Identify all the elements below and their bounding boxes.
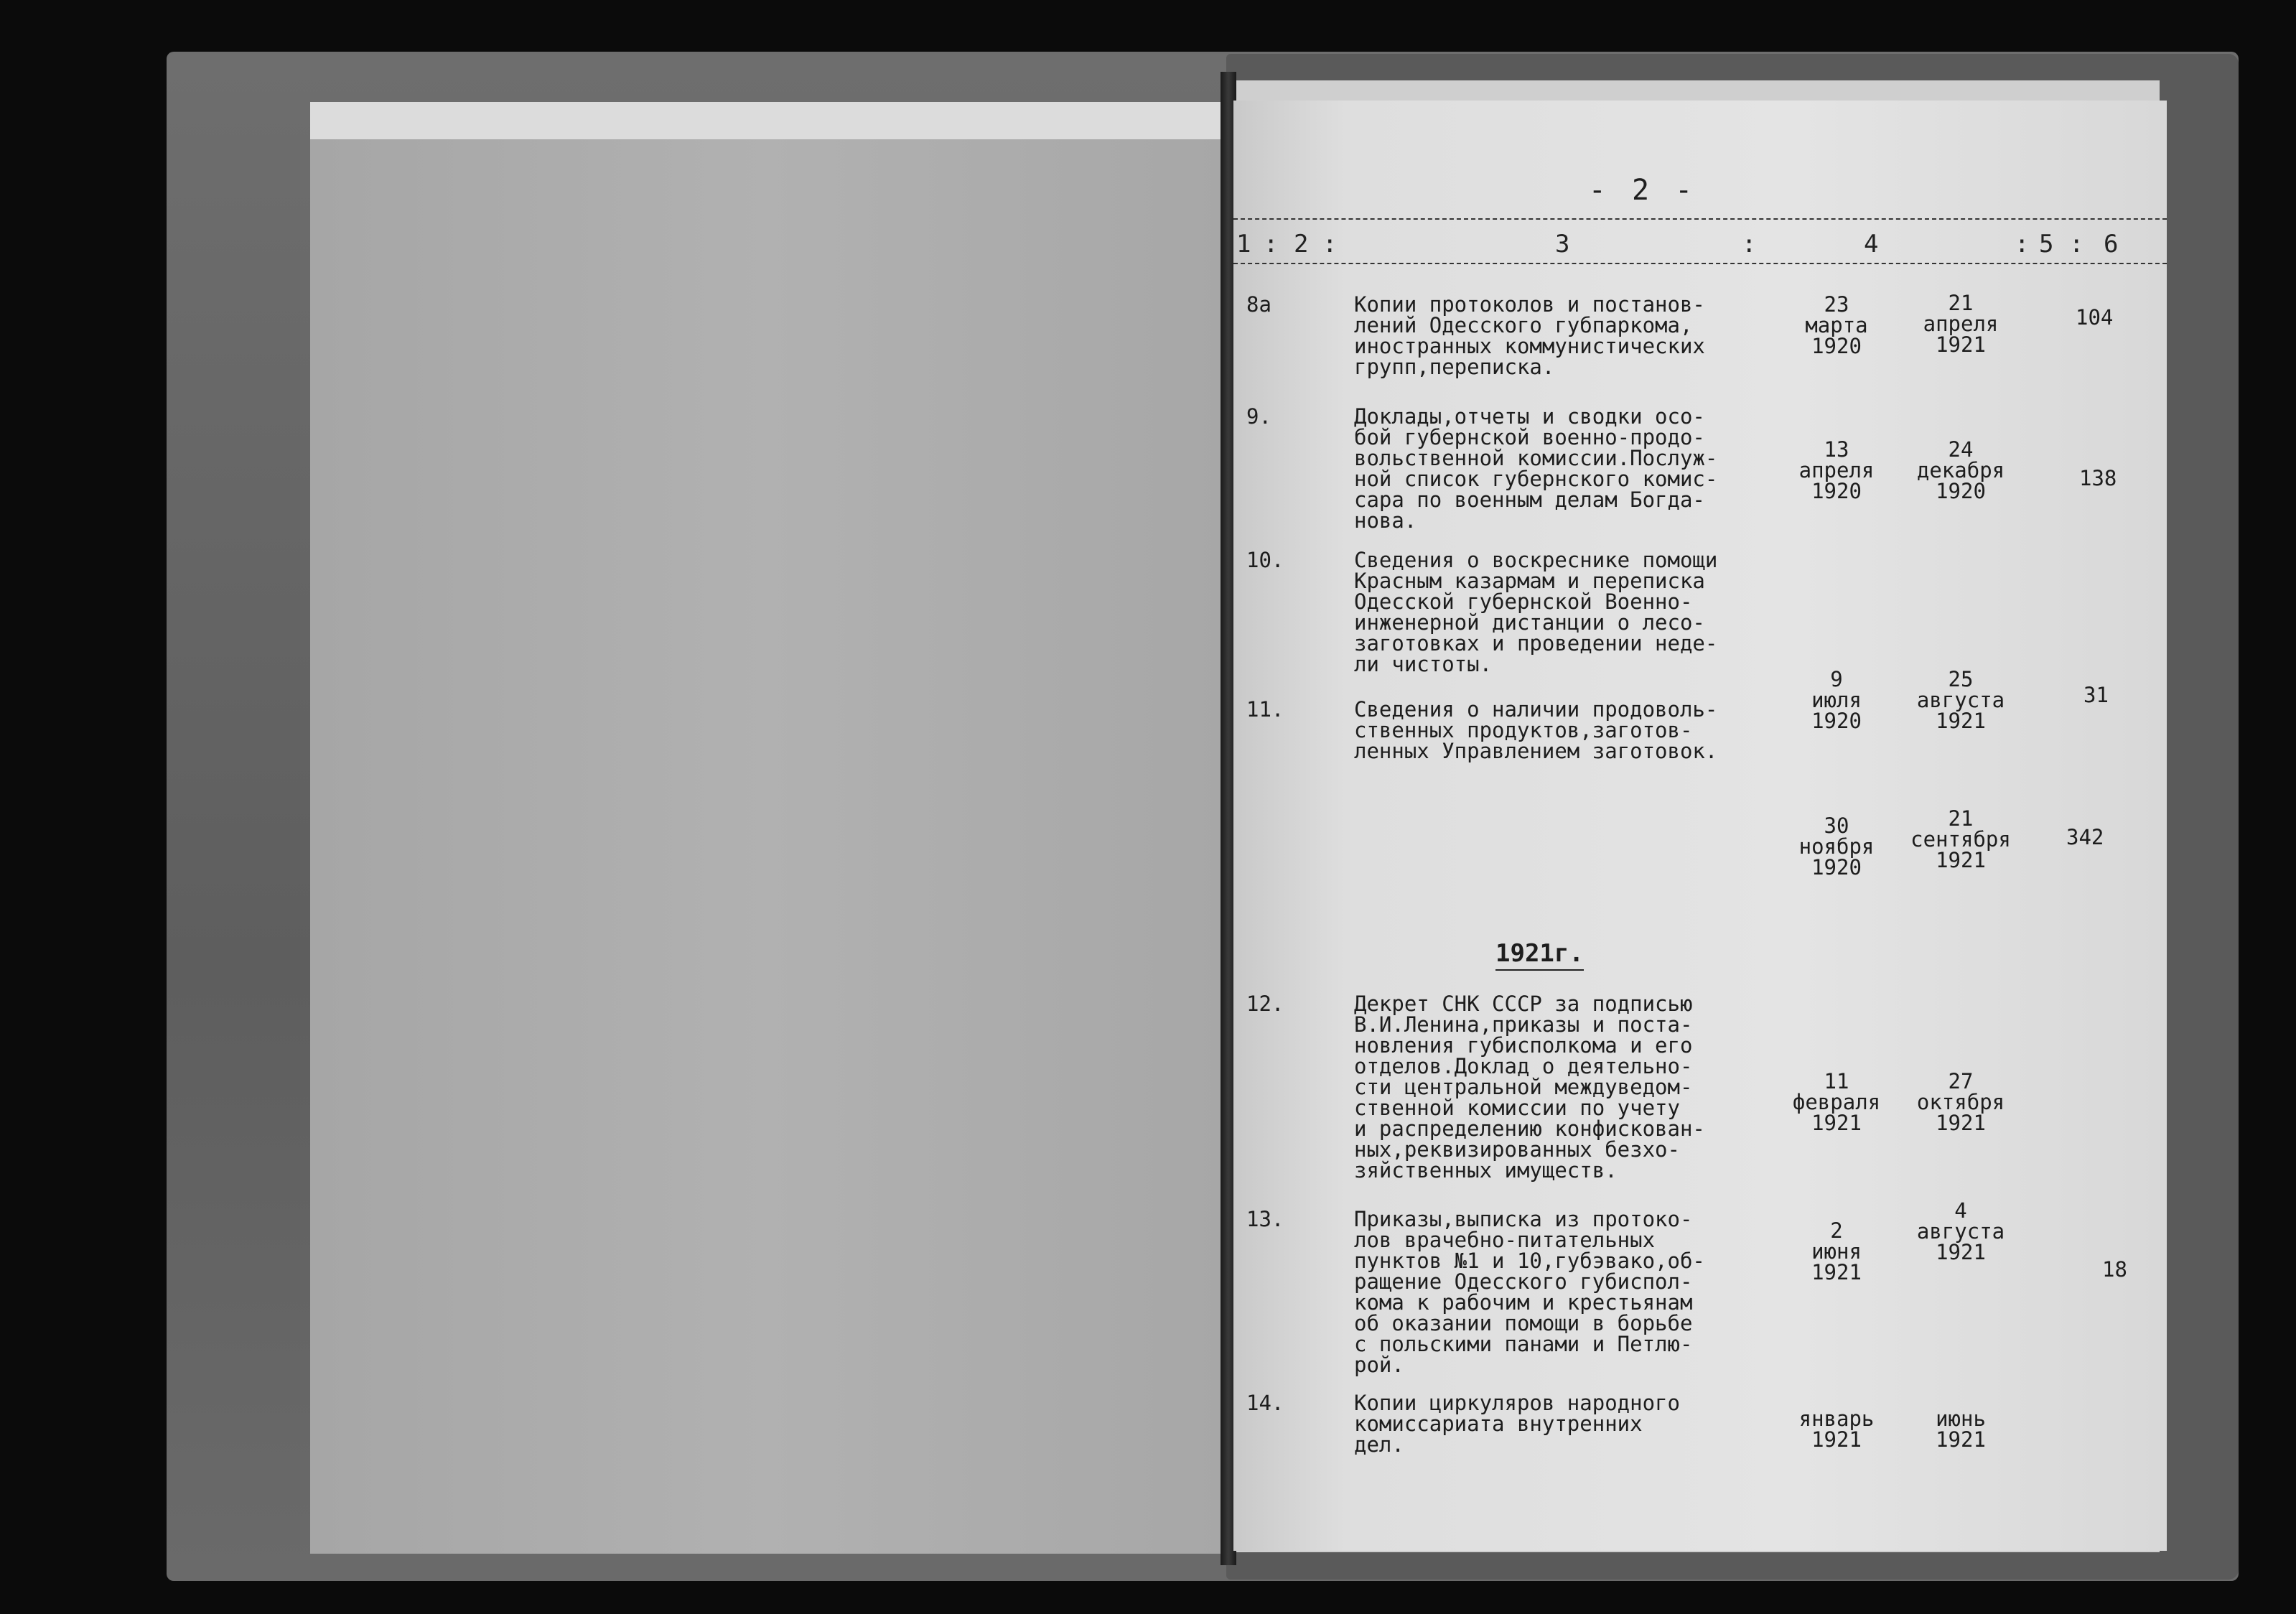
entry-start-date: январь 1921 xyxy=(1798,1407,1875,1452)
col-header-4: 4 xyxy=(1864,230,1879,258)
col-header-5: 5 xyxy=(2039,230,2054,258)
entry-number: 11. xyxy=(1246,697,1284,722)
entry-number: 10. xyxy=(1246,548,1284,572)
entry-start-date: 2 июня 1921 xyxy=(1811,1218,1862,1284)
blank-left-page xyxy=(310,102,1223,1554)
header-rule-bottom xyxy=(1233,263,2167,264)
entry-description: Декрет СНК СССР за подписью В.И.Ленина,приказы и поста- новления губисполкома и его отделов.Доклад о деятельно- сти центральной междуведом- ственной комиссии по учету и распределению конфискован- ных,реквизированных безхо- зяйственных имуществ. xyxy=(1354,992,1705,1182)
entry-sheet-count: 31 xyxy=(2083,683,2109,707)
entry-description: Приказы,выписка из протоко- лов врачебно-питательных пунктов №1 и 10,губэвако,об- ращение Одесского губиспол- кома к рабочим и крестьянам об оказании помощи в борьбе с польскими панами и Петлю- рой. xyxy=(1354,1207,1705,1377)
col-sep-3: : xyxy=(1742,230,1757,258)
header-rule-top xyxy=(1233,218,2167,220)
col-header-1: 1 xyxy=(1236,230,1251,258)
entry-description: Доклады,отчеты и сводки осо- бой губернской военно-продо- вольственной комиссии.Послуж- ной список губернского комис- сара по военным делам Богда- нова. xyxy=(1354,404,1718,533)
entry-end-date: 25 августа 1921 xyxy=(1916,667,2005,733)
entry-start-date: 30 ноября 1920 xyxy=(1798,813,1875,880)
col-header-2: 2 xyxy=(1294,230,1309,258)
col-sep-2: : xyxy=(1322,230,1338,258)
entry-sheet-count: 104 xyxy=(2076,305,2114,330)
entry-number: 8а xyxy=(1246,292,1271,317)
entry-sheet-count: 138 xyxy=(2079,466,2117,490)
col-sep-5: : xyxy=(2069,230,2084,258)
entry-sheet-count: 342 xyxy=(2066,825,2104,849)
entry-start-date: 13 апреля 1920 xyxy=(1798,437,1875,503)
entry-start-date: 9 июля 1920 xyxy=(1811,667,1862,733)
entry-end-date: 27 октября 1921 xyxy=(1916,1069,2005,1135)
col-sep-1: : xyxy=(1264,230,1279,258)
col-sep-4: : xyxy=(2015,230,2030,258)
entry-description: Сведения о наличии продоволь- ственных продуктов,заготов- ленных Управлением заготовок. xyxy=(1354,697,1718,763)
entry-start-date: 11 февраля 1921 xyxy=(1792,1069,1881,1135)
inventory-page xyxy=(1233,101,2167,1551)
entry-end-date: 21 апреля 1921 xyxy=(1923,291,1999,357)
entry-end-date: 4 августа 1921 xyxy=(1916,1198,2005,1264)
entry-number: 12. xyxy=(1246,992,1284,1016)
entry-description: Сведения о воскреснике помощи Красным казармам и переписка Одесской губернской Военно- инженерной дистанции о лесо- заготовках и проведении неде- ли чистоты. xyxy=(1354,548,1718,676)
entry-sheet-count: 18 xyxy=(2102,1257,2127,1282)
entry-start-date: 23 марта 1920 xyxy=(1805,292,1868,358)
col-header-3: 3 xyxy=(1555,230,1570,258)
entry-end-date: июнь 1921 xyxy=(1936,1407,1986,1452)
left-page-top-strip xyxy=(310,102,1223,139)
entry-description: Копии протоколов и постанов- лений Одесского губпаркома, иностранных коммунистических групп,переписка. xyxy=(1354,292,1705,379)
page-number: - 2 - xyxy=(1588,174,1697,207)
entry-number: 13. xyxy=(1246,1207,1284,1231)
entry-number: 9. xyxy=(1246,404,1271,429)
entry-number: 14. xyxy=(1246,1391,1284,1415)
year-section-heading: 1921г. xyxy=(1495,939,1584,971)
entry-description: Копии циркуляров народного комиссариата внутренних дел. xyxy=(1354,1391,1680,1457)
entry-end-date: 21 сентября 1921 xyxy=(1910,806,2011,872)
entry-end-date: 24 декабря 1920 xyxy=(1916,437,2005,503)
col-header-6: 6 xyxy=(2104,230,2119,258)
